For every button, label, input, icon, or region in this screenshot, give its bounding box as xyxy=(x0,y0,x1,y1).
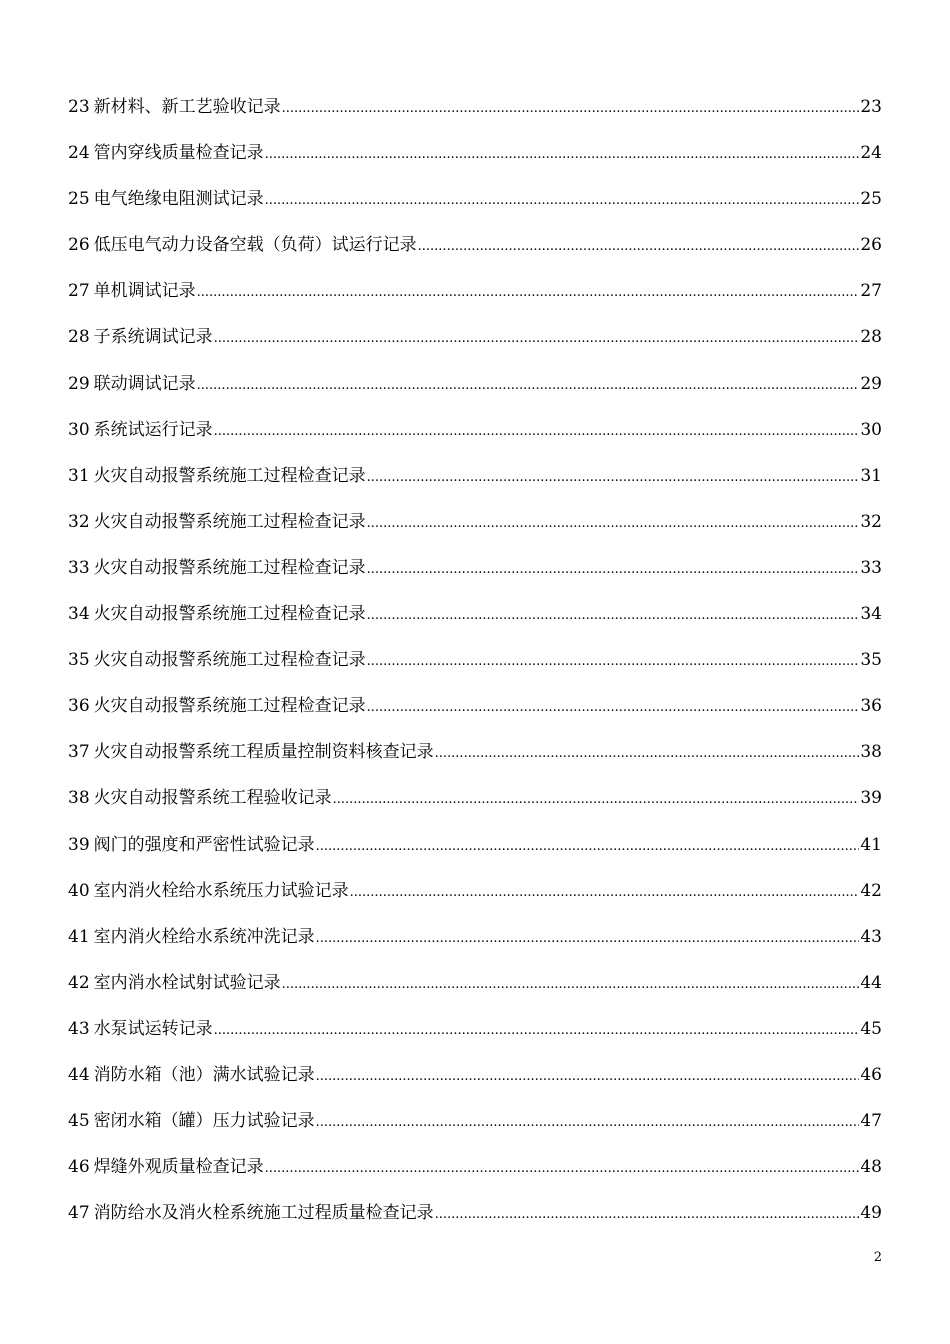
toc-dot-leader xyxy=(435,742,860,762)
toc-entry[interactable] xyxy=(68,1014,882,1060)
toc-entry-number: 36 xyxy=(68,696,90,717)
toc-entry-number: 24 xyxy=(68,143,90,164)
toc-entry-page: 24 xyxy=(860,143,882,164)
toc-entry-page: 45 xyxy=(860,1018,882,1039)
toc-dot-leader xyxy=(265,189,860,209)
toc-entry-title: 密闭水箱（罐）压力试验记录 xyxy=(93,1111,315,1132)
toc-entry-number: 47 xyxy=(68,1203,90,1224)
toc-entry-title: 火灾自动报警系统施工过程检查记录 xyxy=(93,696,366,717)
toc-entry-number: 26 xyxy=(68,235,90,256)
toc-entry-title: 火灾自动报警系统施工过程检查记录 xyxy=(93,557,366,578)
toc-entry-page: 35 xyxy=(860,650,882,671)
toc-entry-title: 消防水箱（池）满水试验记录 xyxy=(93,1064,315,1085)
toc-entry-page: 48 xyxy=(860,1157,882,1178)
toc-dot-leader xyxy=(316,835,860,855)
toc-entry-title: 消防给水及消火栓系统施工过程质量检查记录 xyxy=(93,1203,434,1224)
toc-entry-page: 27 xyxy=(860,281,882,302)
toc-entry-title: 阀门的强度和严密性试验记录 xyxy=(93,834,315,855)
toc-dot-leader xyxy=(367,696,860,716)
toc-entry[interactable] xyxy=(68,922,882,968)
toc-dot-leader xyxy=(214,1019,860,1039)
toc-entry-page: 39 xyxy=(860,788,882,809)
toc-entry-number: 42 xyxy=(68,972,90,993)
toc-entry[interactable] xyxy=(68,691,882,737)
toc-entry-title: 子系统调试记录 xyxy=(93,327,213,348)
toc-entry-title: 火灾自动报警系统工程验收记录 xyxy=(93,788,332,809)
toc-dot-leader xyxy=(197,374,860,394)
toc-entry-title: 火灾自动报警系统施工过程检查记录 xyxy=(93,650,366,671)
toc-entry[interactable] xyxy=(68,1106,882,1152)
toc-entry-title: 电气绝缘电阻测试记录 xyxy=(93,189,264,210)
toc-entry-page: 33 xyxy=(860,557,882,578)
toc-entry-title: 火灾自动报警系统施工过程检查记录 xyxy=(93,465,366,486)
toc-entry-page: 36 xyxy=(860,696,882,717)
toc-entry-number: 30 xyxy=(68,419,90,440)
toc-entry-number: 40 xyxy=(68,880,90,901)
toc-entry-title: 室内消火栓给水系统冲洗记录 xyxy=(93,926,315,947)
toc-entry[interactable] xyxy=(68,830,882,876)
toc-entry[interactable] xyxy=(68,1152,882,1198)
toc-entry[interactable] xyxy=(68,415,882,461)
toc-entry-page: 44 xyxy=(860,972,882,993)
toc-entry[interactable] xyxy=(68,737,882,783)
toc-entry-page: 28 xyxy=(860,327,882,348)
toc-entry[interactable] xyxy=(68,968,882,1014)
toc-entry-page: 31 xyxy=(860,465,882,486)
toc-entry-number: 29 xyxy=(68,373,90,394)
toc-entry-number: 34 xyxy=(68,604,90,625)
toc-entry[interactable] xyxy=(68,599,882,645)
toc-entry[interactable] xyxy=(68,1198,882,1244)
toc-entry[interactable] xyxy=(68,876,882,922)
toc-entry-number: 43 xyxy=(68,1018,90,1039)
toc-entry[interactable] xyxy=(68,322,882,368)
page-number: 2 xyxy=(873,1250,882,1265)
toc-entry-page: 47 xyxy=(860,1111,882,1132)
toc-entry-number: 25 xyxy=(68,189,90,210)
toc-dot-leader xyxy=(367,650,860,670)
toc-dot-leader xyxy=(435,1203,860,1223)
toc-dot-leader xyxy=(316,1065,860,1085)
toc-entry-title: 火灾自动报警系统施工过程检查记录 xyxy=(93,604,366,625)
toc-entry-title: 新材料、新工艺验收记录 xyxy=(93,97,281,117)
toc-entry-page: 25 xyxy=(860,189,882,210)
toc-entry-title: 系统试运行记录 xyxy=(93,419,213,440)
toc-entry-title: 低压电气动力设备空载（负荷）试运行记录 xyxy=(93,235,417,256)
toc-entry-title: 单机调试记录 xyxy=(93,281,196,302)
toc-dot-leader xyxy=(316,1111,860,1131)
toc-entry-number: 46 xyxy=(68,1157,90,1178)
toc-entry[interactable] xyxy=(68,138,882,184)
toc-entry-page: 30 xyxy=(860,419,882,440)
toc-dot-leader xyxy=(367,512,860,532)
toc-entry[interactable] xyxy=(68,369,882,415)
toc-entry-number: 38 xyxy=(68,788,90,809)
toc-entry-title: 焊缝外观质量检查记录 xyxy=(93,1157,264,1178)
toc-dot-leader xyxy=(214,327,860,347)
toc-dot-leader xyxy=(282,97,860,117)
toc-dot-leader xyxy=(367,558,860,578)
toc-dot-leader xyxy=(316,927,860,947)
toc-entry-number: 41 xyxy=(68,926,90,947)
toc-entry-number: 27 xyxy=(68,281,90,302)
toc-entry-number: 31 xyxy=(68,465,90,486)
toc-entry[interactable] xyxy=(68,507,882,553)
toc-entry[interactable] xyxy=(68,92,882,138)
toc-entry[interactable] xyxy=(68,553,882,599)
toc-entry[interactable] xyxy=(68,230,882,276)
toc-entry[interactable] xyxy=(68,184,882,230)
toc-entry-number: 23 xyxy=(68,97,90,117)
toc-entry[interactable] xyxy=(68,1060,882,1106)
toc-entry-number: 44 xyxy=(68,1064,90,1085)
toc-entry-page: 42 xyxy=(860,880,882,901)
toc-dot-leader xyxy=(333,788,860,808)
toc-entry-title: 管内穿线质量检查记录 xyxy=(93,143,264,164)
toc-entry[interactable] xyxy=(68,783,882,829)
toc-dot-leader xyxy=(214,420,860,440)
toc-entry-page: 32 xyxy=(860,511,882,532)
toc-dot-leader xyxy=(350,881,860,901)
toc-entry[interactable] xyxy=(68,645,882,691)
toc-entry-title: 火灾自动报警系统施工过程检查记录 xyxy=(93,511,366,532)
toc-entry-page: 34 xyxy=(860,604,882,625)
toc-entry-page: 46 xyxy=(860,1064,882,1085)
toc-entry-number: 39 xyxy=(68,834,90,855)
toc-entry-number: 33 xyxy=(68,557,90,578)
toc-entry[interactable] xyxy=(68,276,882,322)
toc-entry-title: 水泵试运转记录 xyxy=(93,1018,213,1039)
toc-entry-page: 43 xyxy=(860,926,882,947)
toc-dot-leader xyxy=(197,281,860,301)
toc-entry-page: 41 xyxy=(860,834,882,855)
toc-entry-title: 火灾自动报警系统工程质量控制资料核查记录 xyxy=(93,742,434,763)
toc-entry-page: 26 xyxy=(860,235,882,256)
toc-entry-number: 35 xyxy=(68,650,90,671)
toc-entry-number: 32 xyxy=(68,511,90,532)
toc-dot-leader xyxy=(265,143,860,163)
toc-entry[interactable] xyxy=(68,461,882,507)
toc-dot-leader xyxy=(367,604,860,624)
toc-entry-number: 37 xyxy=(68,742,90,763)
toc-dot-leader xyxy=(367,466,860,486)
toc-entry-title: 室内消火栓给水系统压力试验记录 xyxy=(93,880,349,901)
toc-entry-page: 38 xyxy=(860,742,882,763)
toc-entry-number: 28 xyxy=(68,327,90,348)
toc-entry-title: 联动调试记录 xyxy=(93,373,196,394)
table-of-contents xyxy=(68,92,882,1244)
toc-entry-page: 23 xyxy=(860,97,882,117)
toc-dot-leader xyxy=(418,235,860,255)
toc-dot-leader xyxy=(282,973,860,993)
toc-entry-title: 室内消水栓试射试验记录 xyxy=(93,972,281,993)
toc-dot-leader xyxy=(265,1157,860,1177)
toc-entry-page: 29 xyxy=(860,373,882,394)
toc-entry-number: 45 xyxy=(68,1111,90,1132)
toc-entry-page: 49 xyxy=(860,1203,882,1224)
